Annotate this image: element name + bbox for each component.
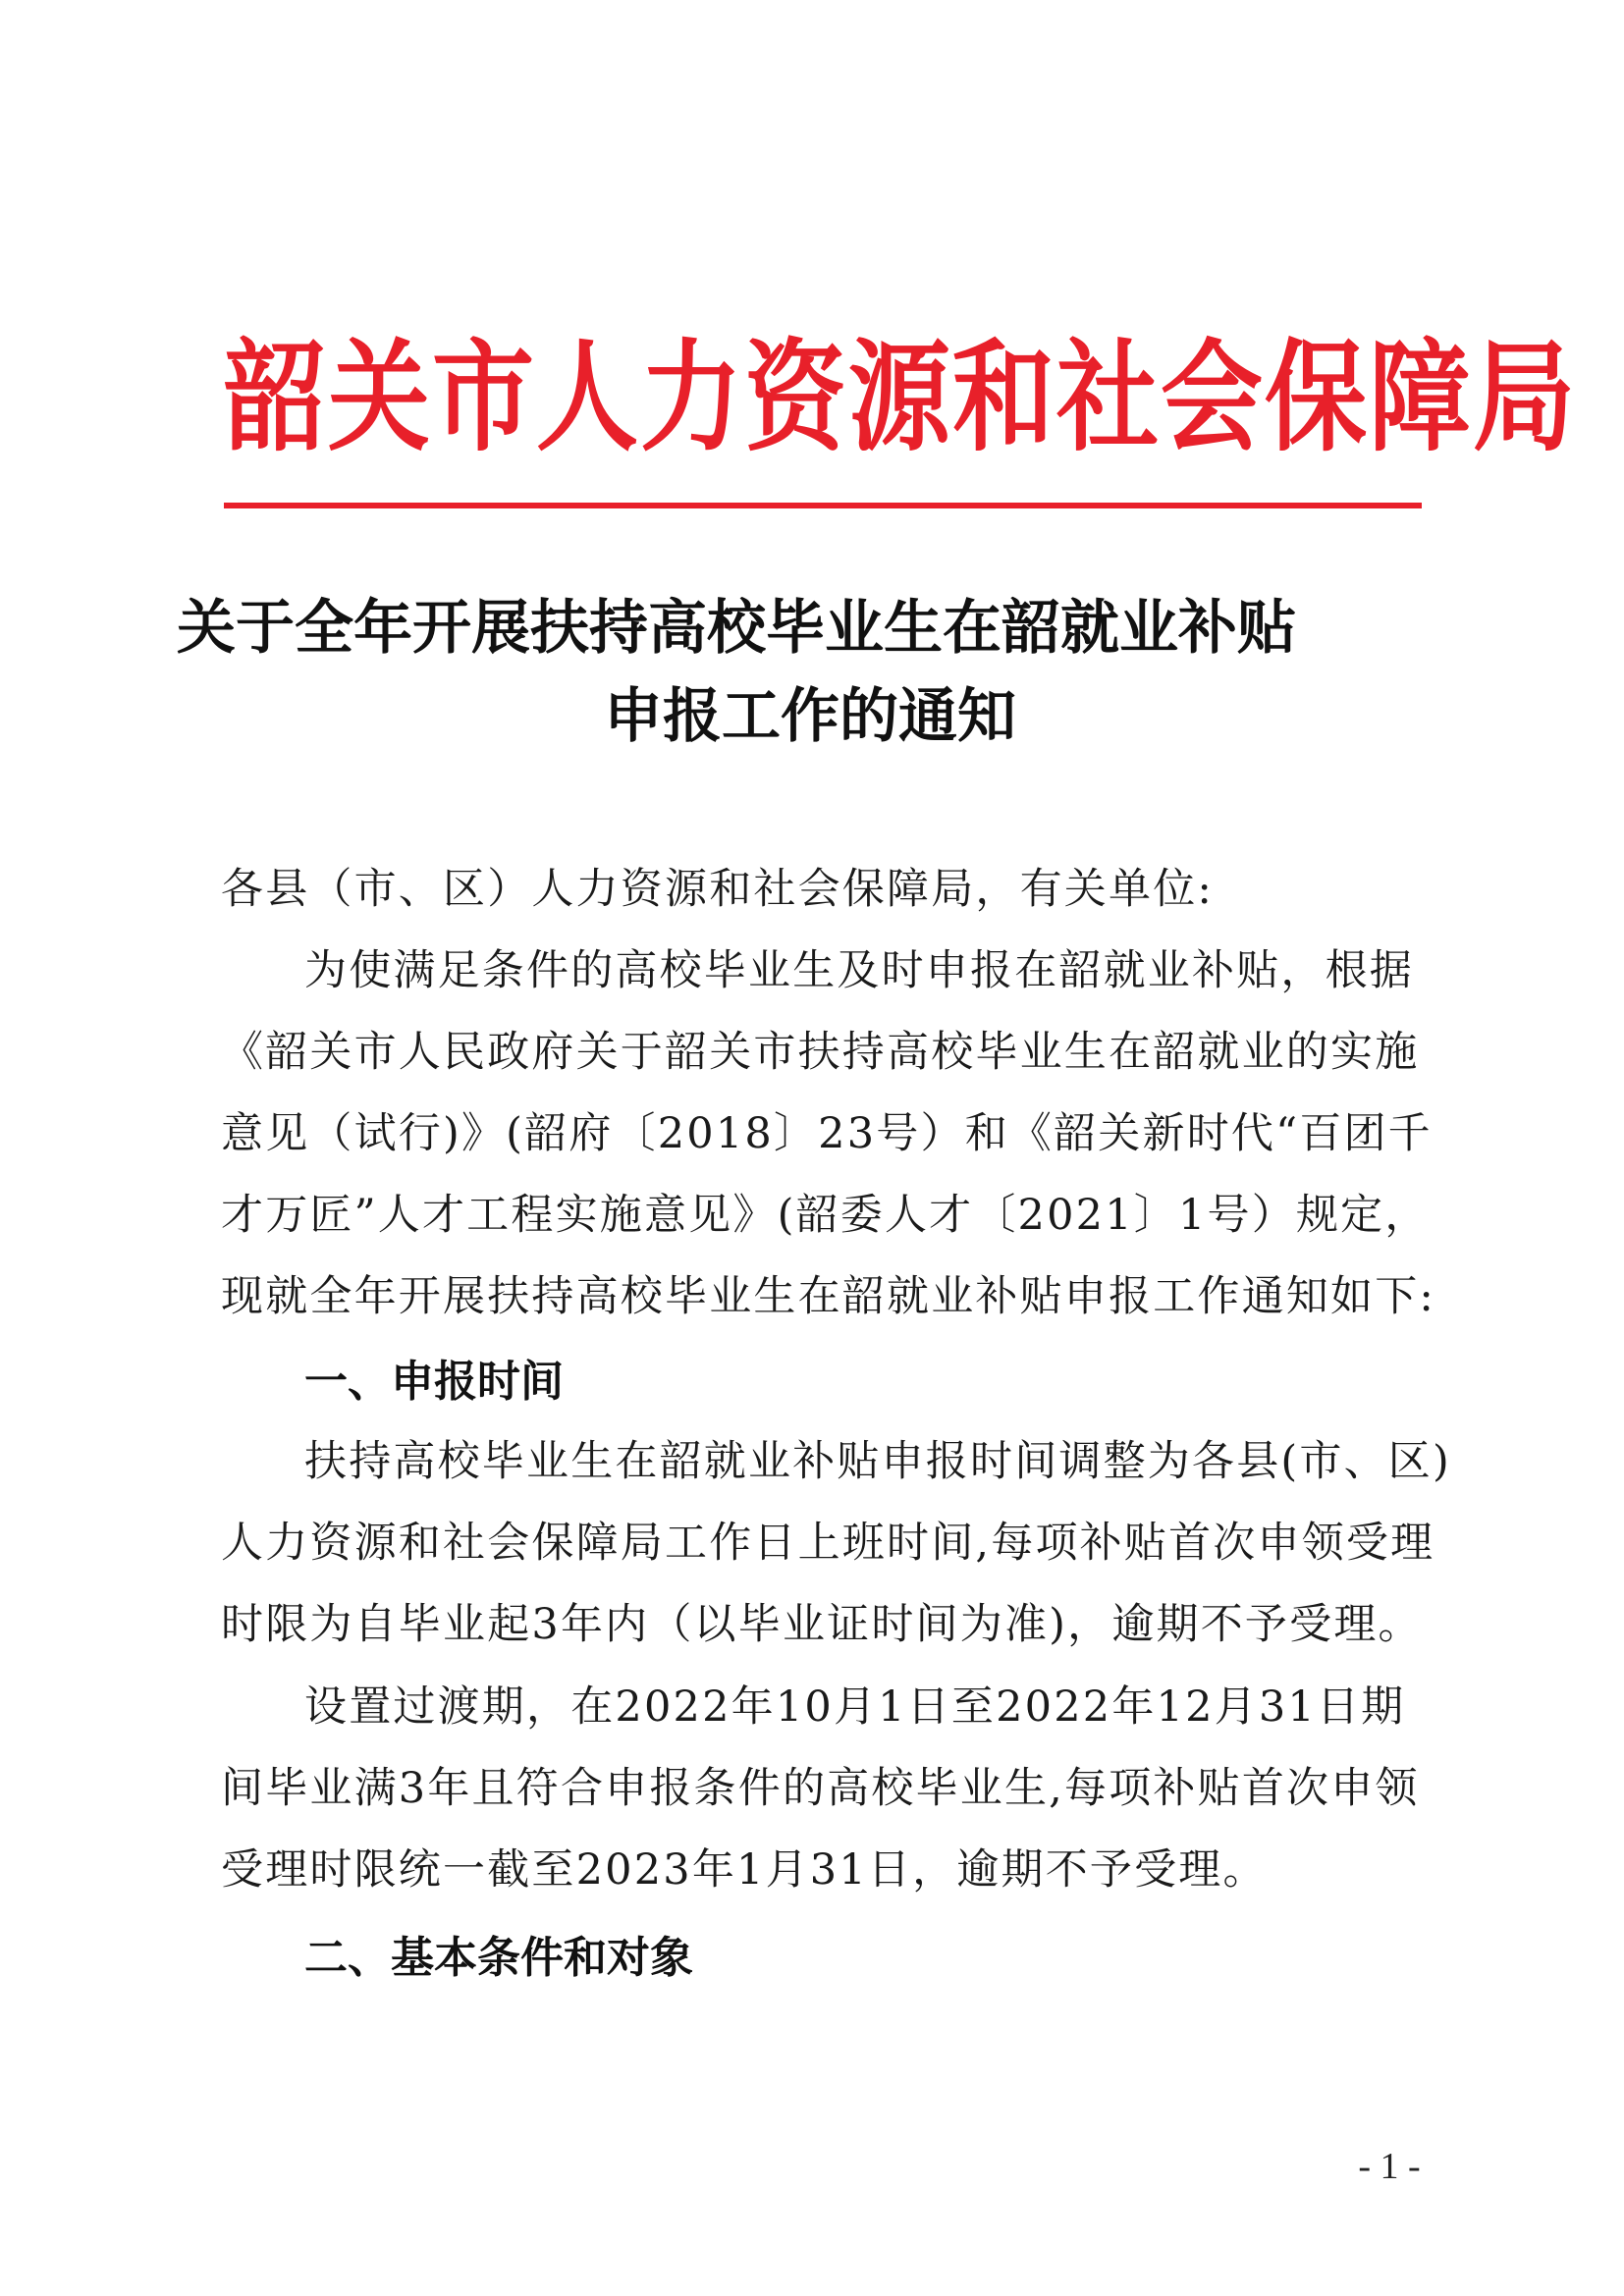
section-heading-1: 一、申报时间 — [304, 1357, 564, 1407]
section1-para1-line: 扶持高校毕业生在韶就业补贴申报时间调整为各县(市、区) — [304, 1437, 1451, 1486]
intro-line: 现就全年开展扶持高校毕业生在韶就业补贴申报工作通知如下: — [221, 1272, 1436, 1321]
intro-line: 为使满足条件的高校毕业生及时申报在韶就业补贴，根据 — [304, 946, 1414, 995]
section1-para2-line: 间毕业满3年且符合申报条件的高校毕业生,每项补贴首次申领 — [221, 1764, 1420, 1813]
section1-para2-line: 受理时限统一截至2023年1月31日，逾期不予受理。 — [221, 1845, 1268, 1895]
section1-para2-line: 设置过渡期，在2022年10月1日至2022年12月31日期 — [304, 1682, 1406, 1732]
intro-line: 《韶关市人民政府关于韶关市扶持高校毕业生在韶就业的实施 — [221, 1028, 1420, 1077]
page-number: - 1 - — [1358, 2146, 1421, 2187]
issuer-masthead: 韶关市人力资源和社会保障局 — [224, 325, 1578, 468]
addressee: 各县（市、区）人力资源和社会保障局，有关单位: — [221, 865, 1215, 914]
section1-para1-line: 时限为自毕业起3年内（以毕业证时间为准)，逾期不予受理。 — [221, 1600, 1423, 1649]
section1-para1-line: 人力资源和社会保障局工作日上班时间,每项补贴首次申领受理 — [221, 1519, 1435, 1568]
intro-line: 才万匠”人才工程实施意见》(韶委人才〔2021〕1号）规定， — [221, 1191, 1430, 1240]
document-title-line-1: 关于全年开展扶持高校毕业生在韶就业补贴 — [177, 594, 1296, 663]
document-title-line-2: 申报工作的通知 — [604, 682, 1016, 751]
section-heading-2: 二、基本条件和对象 — [304, 1933, 693, 1983]
intro-line: 意见（试行)》(韶府〔2018〕23号）和《韶关新时代“百团千 — [221, 1109, 1433, 1158]
red-divider-line — [224, 503, 1422, 508]
